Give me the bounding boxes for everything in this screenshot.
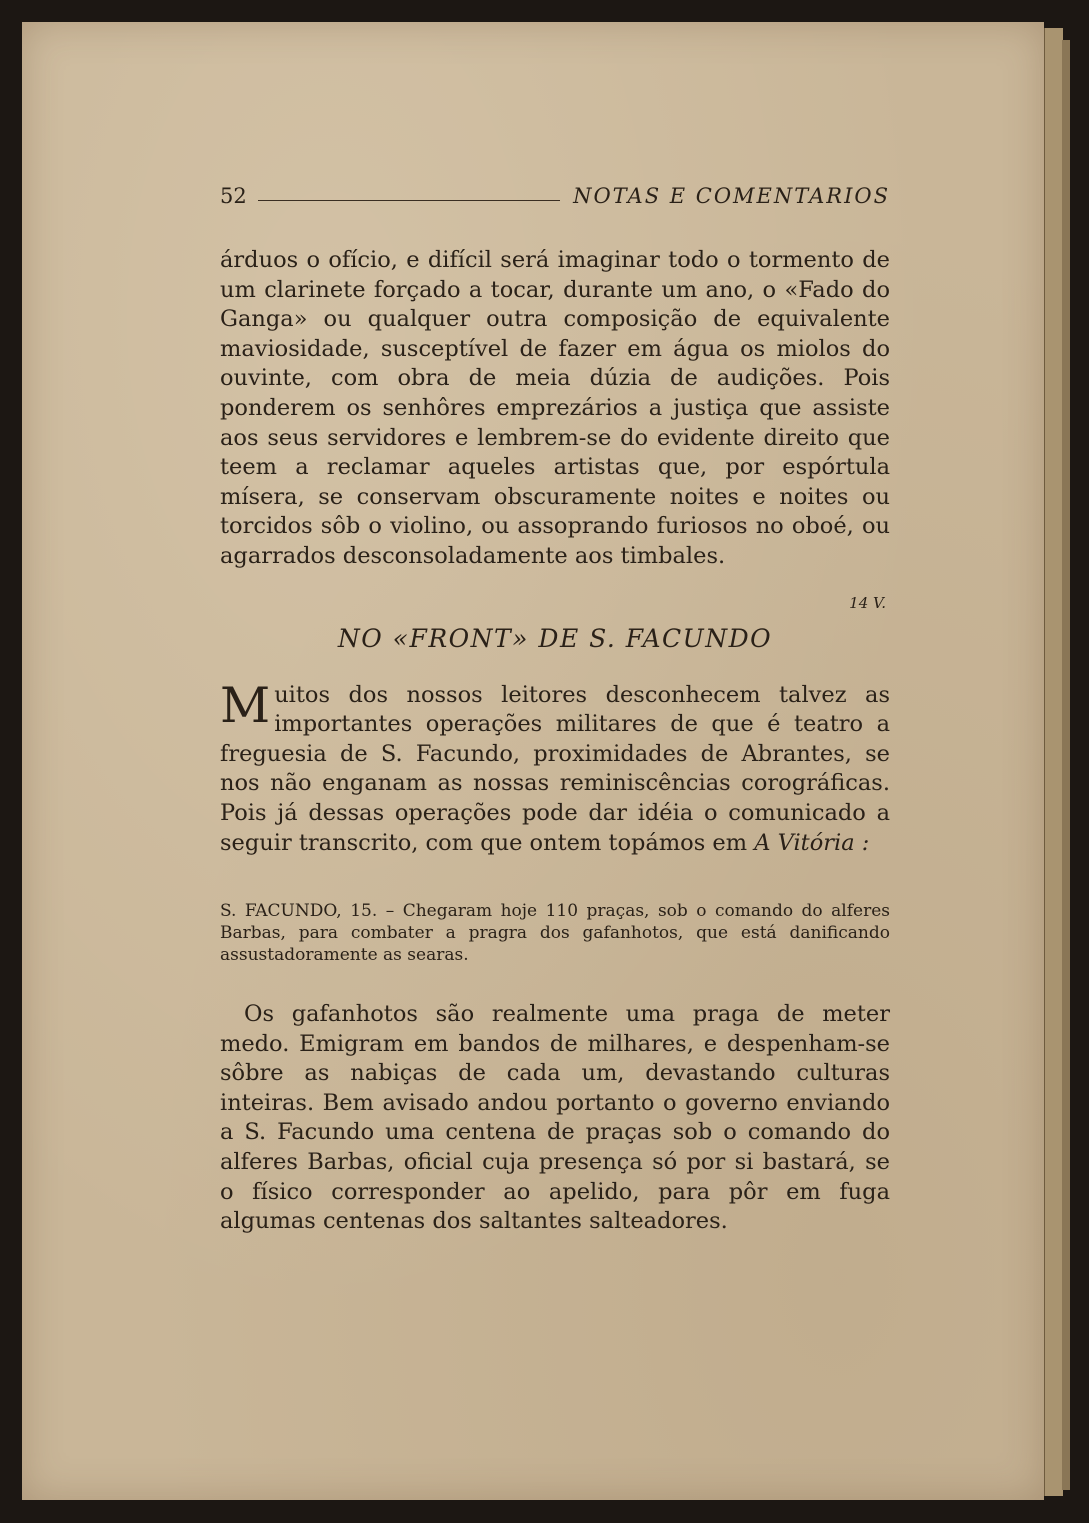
article2-intro-text: uitos dos nossos leitores desconhecem talvez as importantes operações militares de que é teatro a freguesia de S. Facundo, proximidades de Abrantes, se nos não enganam as nossas reminiscências corográficas. Pois já dessas operações pode dar idéia o comunicado a seguir transcrito, com que ontem topámos em (220, 681, 890, 856)
running-title: NOTAS E COMENTARIOS (573, 184, 890, 208)
page-content (220, 182, 890, 1237)
page-edge (1044, 28, 1063, 1496)
article1-body: árduos o ofício, e difícil será imaginar todo o tormento de um clarinete forçado a tocar, durante um ano, o «Fado do Ganga» ou qualquer outra composição de equivalente maviosidade, susceptível de fazer em água os miolos do ouvinte, com obra de meia dúzia de audições. Pois ponderem os senhôres emprezários a justiça que assiste aos seus servidores e lembrem-se do evidente direito que teem a reclamar aqueles artistas que, por espórtula mísera, se conservam obscuramente noites e noites ou torcidos sôb o violino, ou assoprando furiosos no oboé, ou agarrados desconsoladamente aos timbales. (220, 247, 890, 569)
article2-title: NO «FRONT» DE S. FACUNDO (337, 623, 773, 653)
page-edge-shadow (1062, 40, 1070, 1490)
running-head (220, 182, 890, 216)
page-number: 52 (220, 184, 247, 208)
article2-closing: Os gafanhotos são realmente uma praga de meter medo. Emigram em bandos de milhares, e despenham-se sôbre as nabiças de cada um, devastando culturas inteiras. Bem avisado andou portanto o governo enviando a S. Facundo uma centena de praças sob o comando do alferes Barbas, oficial cuja presença só por si bastará, se o físico corresponder ao apelido, para pôr em fuga algumas centenas dos saltantes salteadores. (220, 1001, 890, 1235)
article2-source: A Vitória : (754, 829, 870, 856)
drop-cap: M (220, 676, 271, 734)
article2-quote: S. FACUNDO, 15. – Chegaram hoje 110 praças, sob o comando do alferes Barbas, para combater a pragra dos gafanhotos, que está danificando assustadoramente as searas. (220, 901, 890, 966)
header-rule (258, 200, 560, 201)
article2-intro (220, 676, 890, 859)
article1-signature: 14 V. (849, 593, 886, 612)
